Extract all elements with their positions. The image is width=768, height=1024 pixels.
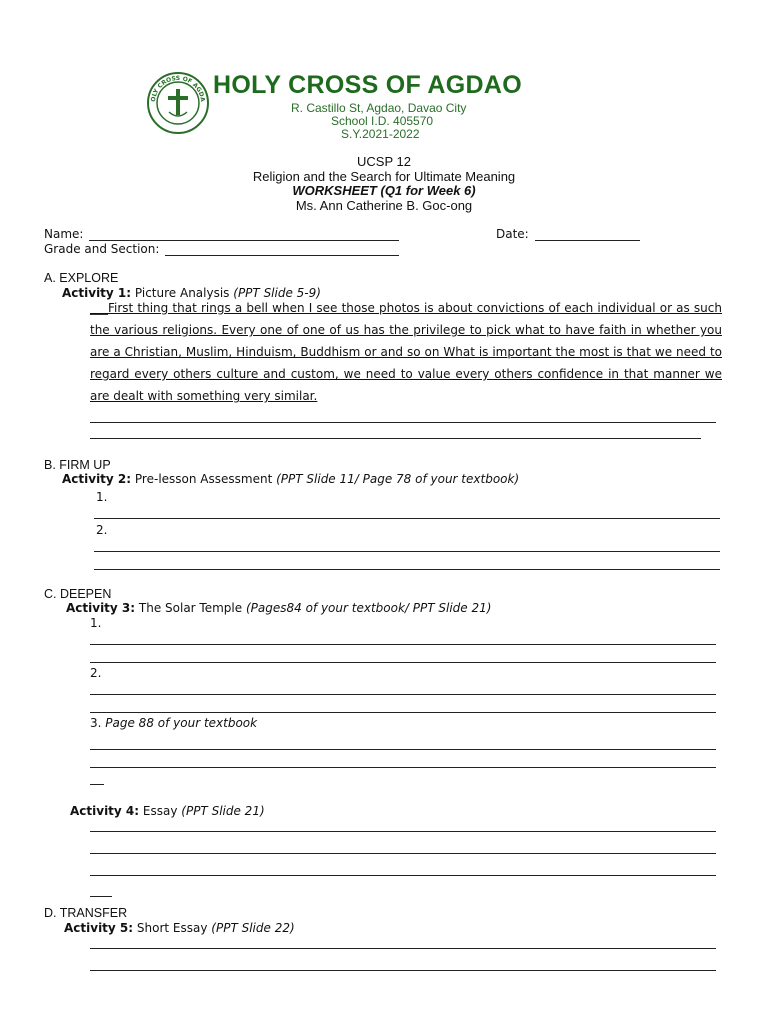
- subject-code: UCSP 12: [357, 154, 411, 169]
- answer-line[interactable]: [90, 875, 716, 876]
- school-name: HOLY CROSS OF AGDAO: [213, 71, 522, 99]
- grade-section-label: Grade and Section:: [44, 242, 160, 256]
- activity-3-heading: [66, 601, 491, 615]
- activity-4-heading: [70, 804, 265, 818]
- activity-3-ref: (Pages84 of your textbook/ PPT Slide 21): [245, 601, 492, 615]
- answer-line[interactable]: [90, 970, 716, 971]
- answer-line[interactable]: [90, 767, 716, 768]
- name-field-line[interactable]: [89, 240, 399, 241]
- worksheet-topic: Religion and the Search for Ultimate Meaning: [252, 169, 516, 184]
- activity-4-ref: (PPT Slide 21): [181, 804, 265, 818]
- activity-1-title: Picture Analysis: [134, 286, 230, 300]
- item-3-text: Page 88 of your textbook: [105, 716, 258, 730]
- activity-4-label: Activity 4:: [70, 804, 140, 818]
- activity-2-label: Activity 2:: [62, 472, 132, 486]
- activity-2-item-1: 1.: [96, 490, 108, 504]
- logo-ring-text: OLY CROSS OF AGDA: [149, 74, 207, 103]
- answer-line[interactable]: [90, 784, 104, 785]
- activity-5-heading: [64, 921, 295, 935]
- activity-5-title: Short Essay: [136, 921, 208, 935]
- answer-line[interactable]: [90, 948, 716, 949]
- answer-line[interactable]: [90, 644, 716, 645]
- activity-3-item-1: 1.: [90, 616, 102, 630]
- activity-2-heading: [62, 472, 519, 486]
- activity-2-ref: (PPT Slide 11/ Page 78 of your textbook): [276, 472, 520, 486]
- answer-line[interactable]: [90, 422, 716, 423]
- activity-3-item-2: 2.: [90, 666, 102, 680]
- activity-1-label: Activity 1:: [62, 286, 132, 300]
- grade-section-field-line[interactable]: [165, 255, 399, 256]
- answer-line[interactable]: [90, 831, 716, 832]
- activity-1-ref: (PPT Slide 5-9): [233, 286, 321, 300]
- activity-2-item-2: 2.: [96, 523, 108, 537]
- activity-5-ref: (PPT Slide 22): [211, 921, 295, 935]
- activity-2-title: Pre-lesson Assessment: [134, 472, 273, 486]
- school-address: R. Castillo St, Agdao, Davao City: [291, 101, 467, 115]
- worksheet-title: WORKSHEET (Q1 for Week 6): [292, 183, 476, 198]
- teacher-name: Ms. Ann Catherine B. Goc-ong: [295, 198, 473, 213]
- section-d-heading: D. TRANSFER: [44, 906, 128, 920]
- school-id: School I.D. 405570: [331, 114, 434, 128]
- name-label: Name:: [44, 227, 84, 241]
- answer-line[interactable]: [94, 551, 720, 552]
- section-c-heading: C. DEEPEN: [44, 587, 112, 601]
- activity-3-item-3: [90, 716, 257, 730]
- date-field-line[interactable]: [535, 240, 640, 241]
- answer-line[interactable]: [90, 438, 701, 439]
- activity-5-label: Activity 5:: [64, 921, 134, 935]
- answer-line[interactable]: [94, 518, 720, 519]
- answer-line[interactable]: [94, 569, 720, 570]
- answer-line[interactable]: [90, 694, 716, 695]
- answer-line[interactable]: [90, 896, 112, 897]
- section-a-heading: A. EXPLORE: [44, 271, 119, 285]
- item-3-number: 3.: [90, 716, 102, 730]
- answer-line[interactable]: [90, 749, 716, 750]
- answer-line[interactable]: [90, 712, 716, 713]
- activity-3-title: The Solar Temple: [138, 601, 243, 615]
- school-year: S.Y.2021-2022: [341, 127, 420, 141]
- school-logo: [147, 72, 209, 134]
- activity-4-title: Essay: [142, 804, 178, 818]
- activity-3-label: Activity 3:: [66, 601, 136, 615]
- date-label: Date:: [496, 227, 529, 241]
- section-b-heading: B. FIRM UP: [44, 458, 111, 472]
- activity-1-answer[interactable]: ___First thing that rings a bell when I see those photos is about convictions of each individual or as such the various religions. Every one of one of us has the privilege to pick what to have faith in whether you are a Christian, Muslim, Hinduism, Buddhism or and so on What is important the most is that we need to regard every others culture and custom, we need to value every others confidence in that manner we are dealt with something very similar.: [90, 301, 722, 403]
- answer-line[interactable]: [90, 662, 716, 663]
- answer-line[interactable]: [90, 853, 716, 854]
